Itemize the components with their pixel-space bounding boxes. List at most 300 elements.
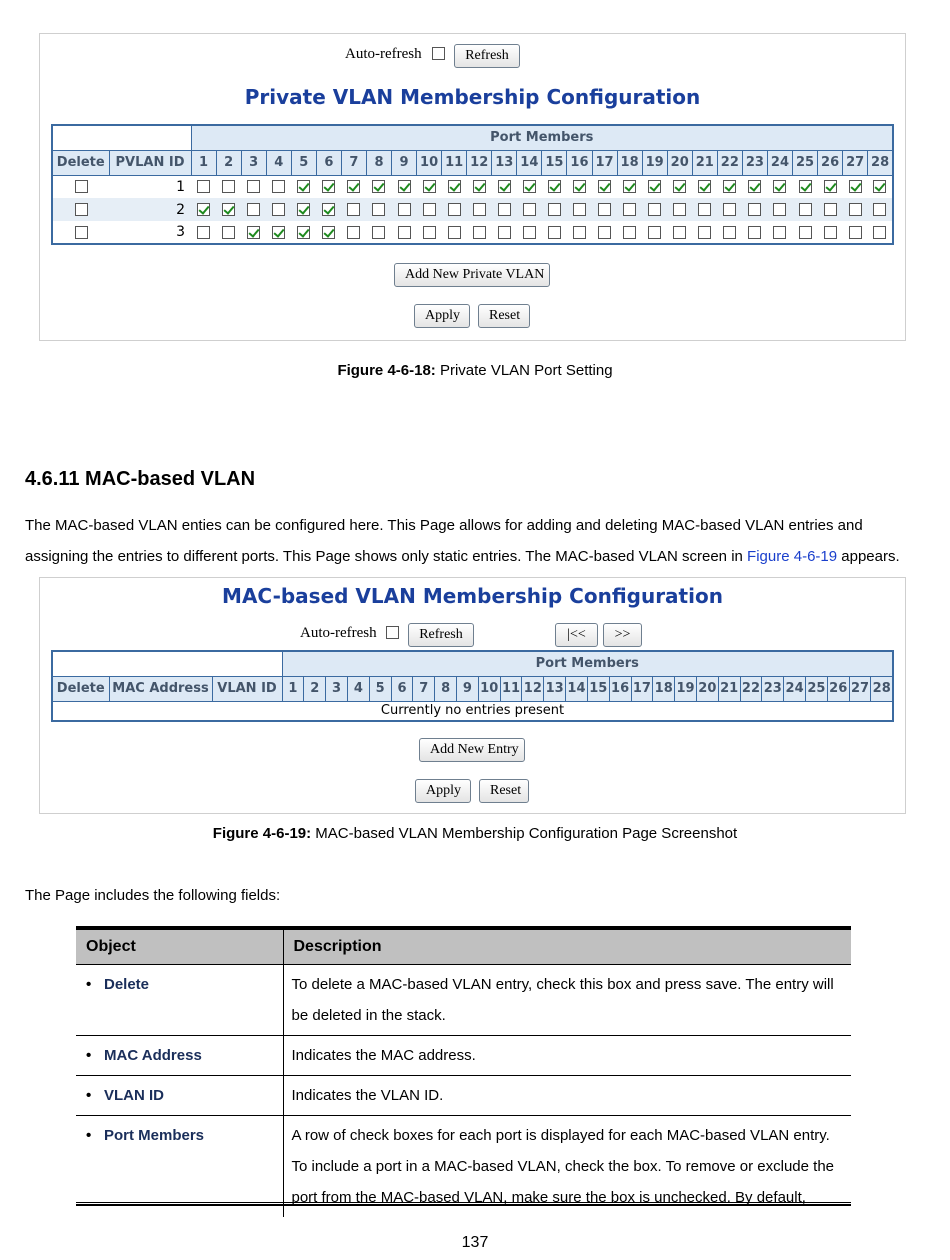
port-28-checkbox[interactable] <box>873 180 886 193</box>
pvlan-port-cell <box>216 175 241 198</box>
pvlan-port-cell <box>692 198 717 221</box>
port-16-checkbox[interactable] <box>573 203 586 216</box>
pvlan-port-cell <box>818 198 843 221</box>
bullet-icon: • <box>86 1086 92 1104</box>
add-new-entry-button[interactable]: Add New Entry <box>419 738 525 762</box>
pvlan-port-cell <box>492 221 517 244</box>
port-4-checkbox[interactable] <box>272 226 285 239</box>
figure-4-6-18-caption <box>0 362 950 379</box>
caption-label: Figure 4-6-19: <box>212 825 312 842</box>
pvlan-port-cell <box>818 221 843 244</box>
pvlan-port-cell <box>417 221 442 244</box>
pvlan-port-cell <box>467 221 492 244</box>
pvlan-port-col-5: 5 <box>291 150 316 175</box>
pvlan-port-cell <box>417 198 442 221</box>
pvlan-port-cell <box>316 198 341 221</box>
macvlan-reset-button[interactable]: Reset <box>479 779 529 803</box>
pvlan-title: Private VLAN Membership Configuration <box>244 85 701 109</box>
macvlan-port-col-18: 18 <box>653 676 675 701</box>
macvlan-port-col-7: 7 <box>413 676 435 701</box>
pvlan-port-cell <box>742 175 767 198</box>
pvlan-port-cell <box>517 175 542 198</box>
pvlan-delete-checkbox[interactable] <box>75 203 88 216</box>
pvlan-port-cell <box>868 198 893 221</box>
pvlan-port-cell <box>642 175 667 198</box>
pvlan-port-cell <box>341 175 366 198</box>
port-5-checkbox[interactable] <box>297 226 310 239</box>
macvlan-port-col-14: 14 <box>566 676 588 701</box>
pvlan-port-cell <box>567 175 592 198</box>
port-10-checkbox[interactable] <box>423 180 436 193</box>
pvlan-port-cell <box>442 198 467 221</box>
object-row <box>76 964 851 1035</box>
pvlan-port-col-6: 6 <box>316 150 341 175</box>
port-2-checkbox[interactable] <box>222 203 235 216</box>
pvlan-port-cell <box>717 221 742 244</box>
port-24-checkbox[interactable] <box>773 180 786 193</box>
object-name-cell <box>76 1075 283 1115</box>
macvlan-auto-refresh-checkbox[interactable] <box>386 626 399 639</box>
port-15-checkbox[interactable] <box>548 180 561 193</box>
port-5-checkbox[interactable] <box>297 180 310 193</box>
port-4-checkbox[interactable] <box>272 180 285 193</box>
pvlan-port-cell <box>793 221 818 244</box>
port-3-checkbox[interactable] <box>247 203 260 216</box>
object-name-cell <box>76 1035 283 1075</box>
object-description: Indicates the VLAN ID. <box>283 1075 851 1115</box>
macvlan-port-col-21: 21 <box>718 676 740 701</box>
port-12-checkbox[interactable] <box>473 203 486 216</box>
pvlan-refresh-button[interactable]: Refresh <box>454 44 520 68</box>
pvlan-port-cell <box>341 221 366 244</box>
object-name: Delete <box>104 975 150 993</box>
macvlan-port-col-1: 1 <box>282 676 304 701</box>
pvlan-port-cell <box>442 221 467 244</box>
pvlan-auto-refresh-label: Auto-refresh <box>345 46 422 62</box>
figure-link[interactable]: Figure 4-6-19 <box>747 548 838 565</box>
object-table-bottom-rule <box>76 1202 851 1206</box>
pvlan-port-cell <box>316 175 341 198</box>
pvlan-port-col-19: 19 <box>642 150 667 175</box>
port-12-checkbox[interactable] <box>473 180 486 193</box>
port-11-checkbox[interactable] <box>448 226 461 239</box>
pvlan-port-cell <box>341 198 366 221</box>
pvlan-port-cell <box>241 175 266 198</box>
macvlan-port-col-15: 15 <box>587 676 609 701</box>
pvlan-port-col-25: 25 <box>793 150 818 175</box>
pvlan-port-col-9: 9 <box>392 150 417 175</box>
port-8-checkbox[interactable] <box>372 180 385 193</box>
pvlan-port-cell <box>517 198 542 221</box>
port-2-checkbox[interactable] <box>222 226 235 239</box>
port-6-checkbox[interactable] <box>322 203 335 216</box>
macvlan-header-spacer <box>52 651 282 676</box>
port-13-checkbox[interactable] <box>498 226 511 239</box>
pvlan-port-col-11: 11 <box>442 150 467 175</box>
port-27-checkbox[interactable] <box>849 180 862 193</box>
pvlan-port-col-24: 24 <box>767 150 792 175</box>
macvlan-apply-button[interactable]: Apply <box>415 779 471 803</box>
fields-intro: The Page includes the following fields: <box>25 887 281 904</box>
pvlan-port-col-4: 4 <box>266 150 291 175</box>
macvlan-port-col-2: 2 <box>304 676 326 701</box>
pvlan-port-cell <box>291 198 316 221</box>
object-description: Indicates the MAC address. <box>283 1035 851 1075</box>
macvlan-panel <box>39 577 906 814</box>
port-26-checkbox[interactable] <box>824 203 837 216</box>
macvlan-port-col-16: 16 <box>609 676 631 701</box>
macvlan-port-col-27: 27 <box>849 676 871 701</box>
port-19-checkbox[interactable] <box>648 180 661 193</box>
pvlan-port-cell <box>366 175 391 198</box>
bullet-icon: • <box>86 1126 92 1144</box>
pvlan-port-cell <box>767 175 792 198</box>
pvlan-port-col-13: 13 <box>492 150 517 175</box>
pvlan-col-delete: Delete <box>52 150 109 175</box>
macvlan-port-col-13: 13 <box>544 676 566 701</box>
pvlan-port-col-7: 7 <box>341 150 366 175</box>
object-row <box>76 1075 851 1115</box>
pvlan-port-col-2: 2 <box>216 150 241 175</box>
pvlan-port-cell <box>667 221 692 244</box>
port-19-checkbox[interactable] <box>648 226 661 239</box>
caption-text: MAC-based VLAN Membership Configuration Page Screenshot <box>311 825 738 842</box>
port-27-checkbox[interactable] <box>849 203 862 216</box>
pvlan-port-cell <box>216 198 241 221</box>
pvlan-port-col-14: 14 <box>517 150 542 175</box>
pvlan-port-col-1: 1 <box>191 150 216 175</box>
macvlan-table <box>51 650 894 722</box>
pvlan-port-cell <box>793 175 818 198</box>
pvlan-port-cell <box>266 175 291 198</box>
port-17-checkbox[interactable] <box>598 203 611 216</box>
pvlan-delete-cell <box>52 221 109 244</box>
pvlan-port-cell <box>767 221 792 244</box>
pvlan-port-cell <box>191 198 216 221</box>
port-18-checkbox[interactable] <box>623 180 636 193</box>
section-paragraph <box>25 510 930 572</box>
pvlan-row <box>52 198 893 221</box>
pvlan-port-cell <box>717 198 742 221</box>
macvlan-port-col-10: 10 <box>478 676 500 701</box>
macvlan-port-col-28: 28 <box>871 676 893 701</box>
macvlan-port-members-header: Port Members <box>282 651 893 676</box>
pvlan-port-cell <box>843 175 868 198</box>
port-9-checkbox[interactable] <box>398 226 411 239</box>
pvlan-port-col-18: 18 <box>617 150 642 175</box>
port-17-checkbox[interactable] <box>598 226 611 239</box>
pvlan-port-col-20: 20 <box>667 150 692 175</box>
pvlan-port-cell <box>667 198 692 221</box>
port-21-checkbox[interactable] <box>698 203 711 216</box>
macvlan-port-col-20: 20 <box>696 676 718 701</box>
pvlan-port-col-15: 15 <box>542 150 567 175</box>
port-9-checkbox[interactable] <box>398 203 411 216</box>
macvlan-port-col-11: 11 <box>500 676 522 701</box>
pvlan-port-cell <box>517 221 542 244</box>
macvlan-port-col-23: 23 <box>762 676 784 701</box>
port-7-checkbox[interactable] <box>347 203 360 216</box>
port-8-checkbox[interactable] <box>372 226 385 239</box>
pvlan-delete-cell <box>52 175 109 198</box>
pvlan-port-cell <box>642 198 667 221</box>
port-7-checkbox[interactable] <box>347 180 360 193</box>
pvlan-id: 3 <box>176 224 185 240</box>
port-23-checkbox[interactable] <box>748 203 761 216</box>
port-6-checkbox[interactable] <box>322 180 335 193</box>
pvlan-port-cell <box>316 221 341 244</box>
first-page-button[interactable]: |<< <box>555 623 598 647</box>
macvlan-port-col-6: 6 <box>391 676 413 701</box>
pvlan-port-cell <box>592 221 617 244</box>
pvlan-port-cell <box>617 221 642 244</box>
port-9-checkbox[interactable] <box>398 180 411 193</box>
pvlan-port-cell <box>417 175 442 198</box>
port-14-checkbox[interactable] <box>523 203 536 216</box>
figure-4-6-19-caption <box>0 825 950 842</box>
pvlan-port-col-3: 3 <box>241 150 266 175</box>
pvlan-port-col-27: 27 <box>843 150 868 175</box>
pvlan-port-cell <box>366 221 391 244</box>
pvlan-port-cell <box>467 198 492 221</box>
port-21-checkbox[interactable] <box>698 180 711 193</box>
port-24-checkbox[interactable] <box>773 226 786 239</box>
pvlan-port-cell <box>567 198 592 221</box>
pvlan-port-cell <box>567 221 592 244</box>
port-7-checkbox[interactable] <box>347 226 360 239</box>
pvlan-col-id: PVLAN ID <box>109 150 191 175</box>
macvlan-port-col-3: 3 <box>326 676 348 701</box>
macvlan-refresh-button[interactable]: Refresh <box>408 623 474 647</box>
pvlan-delete-checkbox[interactable] <box>75 180 88 193</box>
macvlan-port-col-25: 25 <box>806 676 828 701</box>
port-22-checkbox[interactable] <box>723 203 736 216</box>
port-28-checkbox[interactable] <box>873 226 886 239</box>
pvlan-port-col-8: 8 <box>366 150 391 175</box>
macvlan-port-col-9: 9 <box>457 676 479 701</box>
macvlan-port-col-4: 4 <box>347 676 369 701</box>
pvlan-port-col-28: 28 <box>868 150 893 175</box>
pvlan-row <box>52 175 893 198</box>
object-description-table <box>76 930 851 1217</box>
port-8-checkbox[interactable] <box>372 203 385 216</box>
pvlan-port-cell <box>442 175 467 198</box>
col-description: Description <box>283 930 851 964</box>
port-20-checkbox[interactable] <box>673 203 686 216</box>
pvlan-port-cell <box>542 221 567 244</box>
caption-text: Private VLAN Port Setting <box>435 362 613 379</box>
section-heading: 4.6.11 MAC-based VLAN <box>25 468 256 490</box>
object-description: To delete a MAC-based VLAN entry, check this box and press save. The entry will be deleted in the stack. <box>283 964 851 1035</box>
macvlan-port-col-8: 8 <box>435 676 457 701</box>
port-2-checkbox[interactable] <box>222 180 235 193</box>
object-name: MAC Address <box>104 1046 202 1064</box>
pvlan-port-col-21: 21 <box>692 150 717 175</box>
macvlan-port-col-26: 26 <box>827 676 849 701</box>
port-16-checkbox[interactable] <box>573 226 586 239</box>
pvlan-auto-refresh-checkbox[interactable] <box>432 47 445 60</box>
port-3-checkbox[interactable] <box>247 226 260 239</box>
pvlan-id: 1 <box>176 178 185 195</box>
pvlan-port-cell <box>542 198 567 221</box>
pvlan-port-col-12: 12 <box>467 150 492 175</box>
port-5-checkbox[interactable] <box>297 203 310 216</box>
port-27-checkbox[interactable] <box>849 226 862 239</box>
macvlan-port-col-12: 12 <box>522 676 544 701</box>
pvlan-port-col-10: 10 <box>417 150 442 175</box>
port-11-checkbox[interactable] <box>448 180 461 193</box>
pvlan-port-col-26: 26 <box>818 150 843 175</box>
macvlan-col-mac: MAC Address <box>109 676 212 701</box>
macvlan-title: MAC-based VLAN Membership Configuration <box>222 584 723 608</box>
port-26-checkbox[interactable] <box>824 226 837 239</box>
port-1-checkbox[interactable] <box>197 226 210 239</box>
pvlan-port-cell <box>742 198 767 221</box>
pvlan-port-cell <box>191 221 216 244</box>
port-1-checkbox[interactable] <box>197 203 210 216</box>
object-name: VLAN ID <box>104 1086 164 1104</box>
pvlan-port-cell <box>241 198 266 221</box>
pvlan-port-cell <box>692 175 717 198</box>
pvlan-port-cell <box>793 198 818 221</box>
port-6-checkbox[interactable] <box>322 226 335 239</box>
port-26-checkbox[interactable] <box>824 180 837 193</box>
pvlan-port-cell <box>291 175 316 198</box>
port-25-checkbox[interactable] <box>799 203 812 216</box>
paragraph-text: The MAC-based VLAN enties can be configured here. This Page allows for adding and deleting MAC-based VLAN entries and assigning the entries to different ports. This Page shows only static entries. The MAC-based VLAN screen in <box>25 517 863 565</box>
pvlan-port-cell <box>492 198 517 221</box>
port-4-checkbox[interactable] <box>272 203 285 216</box>
macvlan-empty-message: Currently no entries present <box>52 701 893 721</box>
bullet-icon: • <box>86 975 92 993</box>
macvlan-port-col-24: 24 <box>784 676 806 701</box>
pvlan-table <box>51 124 894 245</box>
macvlan-port-col-22: 22 <box>740 676 762 701</box>
object-row <box>76 1035 851 1075</box>
pvlan-port-cell <box>692 221 717 244</box>
pvlan-port-cell <box>266 198 291 221</box>
port-11-checkbox[interactable] <box>448 203 461 216</box>
pvlan-port-cell <box>492 175 517 198</box>
pvlan-port-cell <box>392 221 417 244</box>
pvlan-header-spacer <box>52 125 191 150</box>
pvlan-port-cell <box>266 221 291 244</box>
pvlan-delete-checkbox[interactable] <box>75 226 88 239</box>
port-22-checkbox[interactable] <box>723 180 736 193</box>
pvlan-delete-cell <box>52 198 109 221</box>
pvlan-port-cell <box>592 175 617 198</box>
port-17-checkbox[interactable] <box>598 180 611 193</box>
paragraph-text-end: appears. <box>837 548 900 565</box>
bullet-icon: • <box>86 1046 92 1064</box>
pvlan-port-cell <box>767 198 792 221</box>
port-14-checkbox[interactable] <box>523 180 536 193</box>
pvlan-reset-button[interactable]: Reset <box>478 304 530 328</box>
pvlan-port-cell <box>191 175 216 198</box>
pvlan-port-cell <box>868 221 893 244</box>
port-12-checkbox[interactable] <box>473 226 486 239</box>
macvlan-port-col-5: 5 <box>369 676 391 701</box>
pvlan-port-cell <box>843 221 868 244</box>
macvlan-port-col-19: 19 <box>675 676 697 701</box>
port-20-checkbox[interactable] <box>673 226 686 239</box>
port-25-checkbox[interactable] <box>799 180 812 193</box>
object-name: Port Members <box>104 1126 205 1144</box>
pvlan-port-cell <box>667 175 692 198</box>
port-1-checkbox[interactable] <box>197 180 210 193</box>
col-object: Object <box>76 930 283 964</box>
pvlan-port-cell <box>392 175 417 198</box>
pvlan-apply-button[interactable]: Apply <box>414 304 470 328</box>
page-number: 137 <box>461 1234 489 1251</box>
pvlan-port-cell <box>592 198 617 221</box>
port-3-checkbox[interactable] <box>247 180 260 193</box>
port-16-checkbox[interactable] <box>573 180 586 193</box>
pvlan-row <box>52 221 893 244</box>
port-15-checkbox[interactable] <box>548 203 561 216</box>
port-10-checkbox[interactable] <box>423 226 436 239</box>
pvlan-port-cell <box>868 175 893 198</box>
pvlan-port-cell <box>392 198 417 221</box>
pvlan-port-cell <box>216 221 241 244</box>
port-10-checkbox[interactable] <box>423 203 436 216</box>
pvlan-port-cell <box>843 198 868 221</box>
pvlan-port-cell <box>291 221 316 244</box>
add-private-vlan-button[interactable]: Add New Private VLAN <box>394 263 550 287</box>
macvlan-col-vlan-id: VLAN ID <box>212 676 282 701</box>
pvlan-port-cell <box>241 221 266 244</box>
port-23-checkbox[interactable] <box>748 180 761 193</box>
port-25-checkbox[interactable] <box>799 226 812 239</box>
pvlan-port-cell <box>717 175 742 198</box>
port-22-checkbox[interactable] <box>723 226 736 239</box>
pvlan-id: 2 <box>109 198 191 221</box>
port-18-checkbox[interactable] <box>623 203 636 216</box>
pvlan-port-col-23: 23 <box>742 150 767 175</box>
macvlan-col-delete: Delete <box>52 676 109 701</box>
port-28-checkbox[interactable] <box>873 203 886 216</box>
next-page-button[interactable]: >> <box>603 623 642 647</box>
port-20-checkbox[interactable] <box>673 180 686 193</box>
pvlan-port-cell <box>467 175 492 198</box>
port-13-checkbox[interactable] <box>498 203 511 216</box>
pvlan-port-cell <box>617 175 642 198</box>
pvlan-port-cell <box>366 198 391 221</box>
port-21-checkbox[interactable] <box>698 226 711 239</box>
pvlan-port-col-16: 16 <box>567 150 592 175</box>
pvlan-port-cell <box>818 175 843 198</box>
port-14-checkbox[interactable] <box>523 226 536 239</box>
pvlan-port-cell <box>642 221 667 244</box>
port-18-checkbox[interactable] <box>623 226 636 239</box>
port-13-checkbox[interactable] <box>498 180 511 193</box>
object-description: A row of check boxes for each port is displayed for each MAC-based VLAN entry. To include a port in a MAC-based VLAN, check the box. To remove or exclude the port from the MAC-based VLAN, make sure the box is unchecked. By default, <box>291 1126 835 1206</box>
macvlan-port-col-17: 17 <box>631 676 653 701</box>
pvlan-port-cell <box>617 198 642 221</box>
port-23-checkbox[interactable] <box>748 226 761 239</box>
port-15-checkbox[interactable] <box>548 226 561 239</box>
pvlan-port-col-22: 22 <box>717 150 742 175</box>
macvlan-auto-refresh-label: Auto-refresh <box>300 625 377 641</box>
object-name-cell <box>76 964 283 1035</box>
pvlan-port-cell <box>742 221 767 244</box>
pvlan-port-col-17: 17 <box>592 150 617 175</box>
port-19-checkbox[interactable] <box>648 203 661 216</box>
caption-label: Figure 4-6-18: <box>337 362 436 379</box>
pvlan-port-cell <box>542 175 567 198</box>
port-24-checkbox[interactable] <box>773 203 786 216</box>
pvlan-panel <box>39 33 906 341</box>
